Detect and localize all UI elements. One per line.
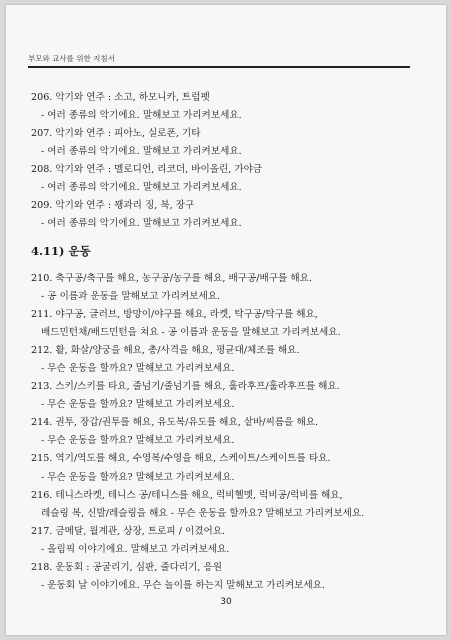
item-entry: 213. 스키/스키를 타요, 줄넘기/줄넘기를 해요, 훌라후프/훌라후프를 해요. bbox=[31, 381, 340, 393]
item-entry: 206. 악기와 연주 : 소고, 하모니카, 트럼펫 bbox=[31, 92, 210, 103]
item-entry: 208. 악기와 연주 : 멜로디언, 리코더, 바이올린, 가야금 bbox=[31, 164, 263, 176]
running-header: 부모와 교사를 위한 지침서 bbox=[28, 54, 115, 63]
item-instruction: - 올림픽 이야기에요. 말해보고 가리켜보세요. bbox=[41, 543, 230, 555]
item-instruction: 배드민턴채/배드민턴을 쳐요 - 공 이름과 운동을 말해보고 가리켜보세요. bbox=[41, 327, 341, 339]
section-heading: 4.11) 운동 bbox=[31, 244, 91, 258]
item-instruction: - 여러 종류의 악기에요. 말해보고 가리켜보세요. bbox=[41, 110, 242, 122]
item-instruction: - 무슨 운동을 할까요? 말해보고 가리켜보세요. bbox=[41, 435, 235, 447]
item-entry: 212. 활, 화살/양궁을 해요, 총/사격을 해요, 평균대/체조를 해요. bbox=[31, 345, 300, 357]
page-number: 30 bbox=[220, 597, 232, 607]
document-page bbox=[6, 5, 446, 635]
instrument-items bbox=[31, 89, 426, 233]
item-entry: 218. 운동회 : 공굴리기, 심판, 줄다리기, 응원 bbox=[31, 561, 223, 573]
item-instruction: - 공 이름과 운동을 말해보고 가리켜보세요. bbox=[41, 291, 221, 303]
item-entry: 207. 악기와 연주 : 피아노, 실로폰, 기타 bbox=[31, 128, 201, 140]
header-rule bbox=[28, 66, 410, 68]
sports-items bbox=[31, 270, 431, 595]
item-instruction: 레슬링 복, 신발/레슬링을 해요 - 무슨 운동을 할까요? 말해보고 가리켜보세요. bbox=[41, 507, 365, 519]
item-entry: 209. 악기와 연주 : 꽹과리 징, 북, 장구 bbox=[31, 200, 195, 212]
item-entry: 210. 축구공/축구를 해요, 농구공/농구를 해요, 배구공/배구를 해요. bbox=[31, 273, 312, 284]
item-instruction: - 여러 종류의 악기에요. 말해보고 가리켜보세요. bbox=[41, 182, 242, 194]
item-instruction: - 무슨 운동을 할까요? 말해보고 가리켜보세요. bbox=[41, 471, 235, 483]
item-entry: 211. 야구공, 글러브, 방망이/야구를 해요, 라켓, 탁구공/탁구를 해요, bbox=[31, 309, 318, 321]
item-entry: 216. 테니스라켓, 테니스 공/테니스를 해요, 럭비헬멧, 럭비공/럭비를 해요, bbox=[31, 489, 343, 501]
item-instruction: - 여러 종류의 악기에요. 말해보고 가리켜보세요. bbox=[41, 218, 242, 230]
item-entry: 214. 권투, 장갑/권투를 해요, 유도복/유도를 해요, 샅바/씨름을 해요. bbox=[31, 417, 319, 429]
item-entry: 215. 역기/역도를 해요, 수영복/수영을 해요, 스케이트/스케이트를 타요. bbox=[31, 453, 331, 465]
item-instruction: - 무슨 운동을 할까요? 말해보고 가리켜보세요. bbox=[41, 363, 235, 375]
item-instruction: - 운동회 날 이야기에요. 무슨 놀이를 하는지 말해보고 가리켜보세요. bbox=[41, 579, 325, 591]
item-entry: 217. 금메달, 월계관, 상장, 트로피 / 이겼어요. bbox=[31, 525, 226, 537]
item-instruction: - 여러 종류의 악기에요. 말해보고 가리켜보세요. bbox=[41, 146, 242, 158]
item-instruction: - 무슨 운동을 할까요? 말해보고 가리켜보세요. bbox=[41, 399, 235, 411]
